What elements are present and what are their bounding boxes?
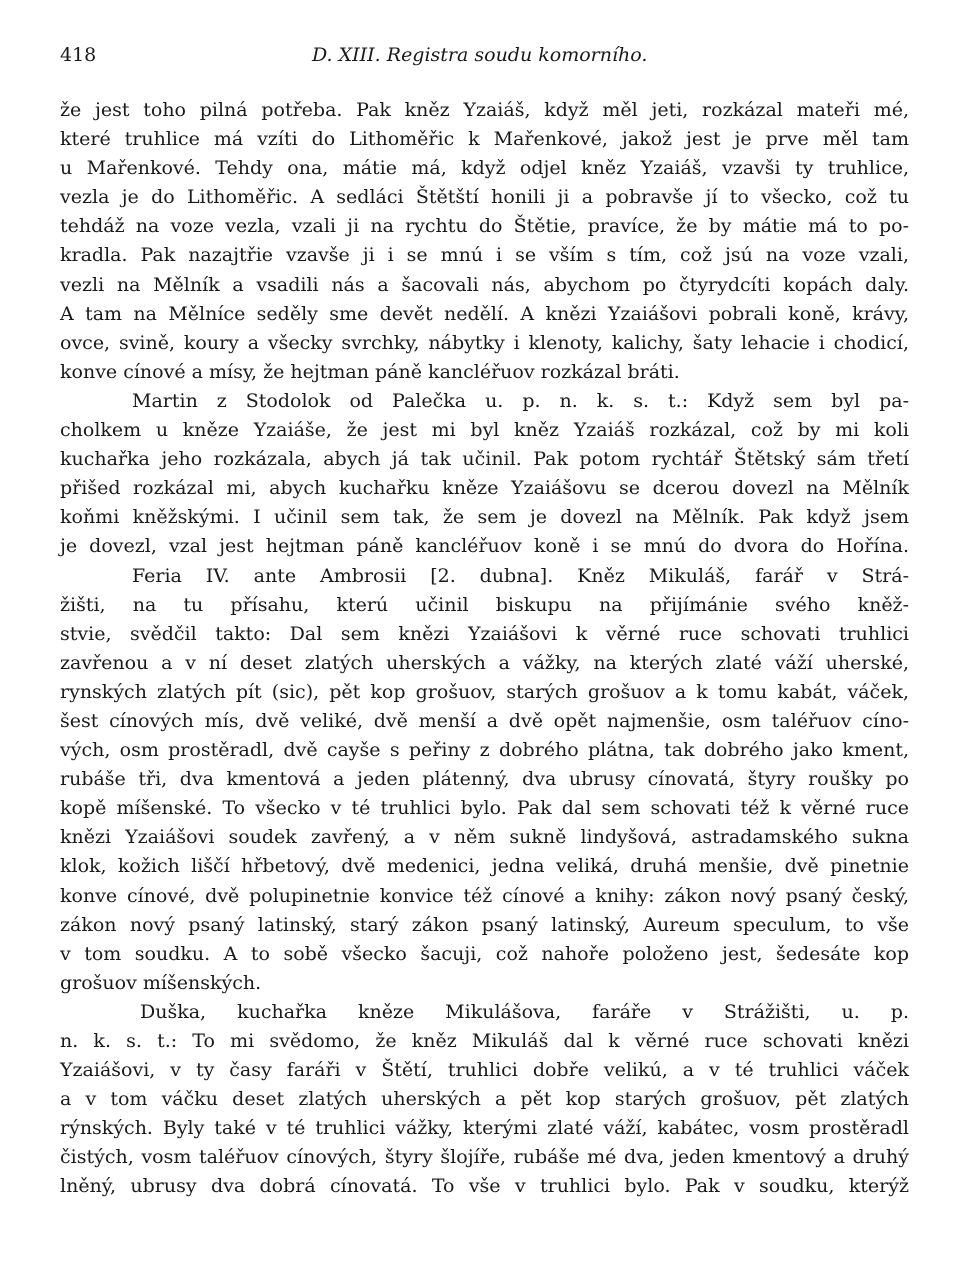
text-line: n. k. s. t.: To mi svědomo, že kněz Mikuláš dal k věrné ruce schovati knězi	[60, 1030, 909, 1052]
text-line: A tam na Mělníce seděly sme devět nedělí. A knězi Yzaiášovi pobrali koně, krávy,	[60, 302, 909, 325]
text-line: klok, kožich liščí hřbetový, dvě medenici, jedna veliká, druhá menšie, dvě pinetnie	[60, 855, 909, 878]
page-number: 418	[60, 44, 97, 66]
text-line: konve cínové a mísy, že hejtman páně kancléřuov rozkázal bráti.	[60, 360, 680, 383]
text-line: kuchařka jeho rozkázala, abych já tak učinil. Pak potom rychtář Štětský sám třetí	[60, 448, 909, 471]
text-line: je dovezl, vzal jest hejtman páně kancléřuov koně i se mnú do dvora do Hořína.	[60, 535, 909, 558]
body-text	[60, 96, 909, 1202]
text-line: tehdáž na voze vezla, vzali ji na rychtu do Štětie, pravíce, že by mátie má to po-	[60, 215, 909, 238]
text-line: zákon nový psaný latinský, starý zákon psaný latinský, Aureum speculum, to vše	[60, 913, 909, 936]
text-line: u Mařenkové. Tehdy ona, mátie má, když odjel kněz Yzaiáš, vzavši ty truhlice,	[60, 157, 909, 180]
text-line: přišed rozkázal mi, abych kuchařku kněze Yzaiášovu se dcerou dovezl na Mělník	[60, 477, 909, 500]
text-line: čistých, vosm taléřuov cínových, štyry šlojíře, rubáše mé dva, jeden kmentový a druhý	[60, 1146, 909, 1169]
text-line: vých, osm prostěradl, dvě cayše s peřiny z dobrého plátna, tak dobrého jako kment,	[60, 739, 909, 762]
text-line: ovce, svině, koury a všecky svrchky, nábytky i klenoty, kalichy, šaty lehacie i chodicí,	[60, 331, 909, 354]
text-line: kradla. Pak nazajtřie vzavše ji i se mnú i se vším s tím, což jsú na voze vzali,	[60, 244, 909, 267]
text-line: knězi Yzaiášovi soudek zavřený, a v něm sukně lindyšová, astradamského sukna	[60, 826, 909, 849]
page-header	[60, 44, 908, 76]
text-line: Martin z Stodolok od Palečka u. p. n. k. s. t.: Když sem byl pa-	[132, 389, 909, 412]
text-line: koňmi kněžskými. I učinil sem tak, že sem je dovezl na Mělník. Pak když jsem	[60, 506, 909, 529]
text-line: grošuov míšenských.	[60, 971, 262, 994]
text-line: rubáše tři, dva kmentová a jeden plátenný, dva ubrusy cínovatá, štyry roušky po	[60, 768, 909, 791]
text-line: vezla je do Lithoměřic. A sedláci Štětští honili ji a pobravše jí to všecko, což tu	[60, 186, 909, 209]
text-line: žišti, na tu přísahu, kterú učinil biskupu na přijímánie svého kněž-	[60, 593, 909, 616]
text-line: stvie, svědčil takto: Dal sem knězi Yzaiášovi k věrné ruce schovati truhlici	[60, 622, 909, 645]
text-line: lněný, ubrusy dva dobrá cínovatá. To vše v truhlici bylo. Pak v soudku, kterýž	[60, 1175, 909, 1198]
text-line: Feria IV. ante Ambrosii [2. dubna]. Kněz Mikuláš, farář v Strá-	[132, 564, 909, 587]
text-line: kopě míšenské. To všecko v té truhlici bylo. Pak dal sem schovati též k věrné ruce	[60, 797, 909, 820]
text-line: konve cínové, dvě polupinetnie konvice též cínové a knihy: zákon nový psaný český,	[60, 884, 909, 907]
text-line: Duška, kuchařka kněze Mikulášova, faráře v Strážišti, u. p.	[140, 1000, 909, 1023]
text-line: a v tom váčku deset zlatých uherských a pět kop starých grošuov, pět zlatých	[60, 1088, 909, 1111]
text-line: zavřenou a v ní deset zlatých uherských a vážky, na kterých zlaté váží uherské,	[60, 651, 909, 674]
text-line: šest cínových mís, dvě veliké, dvě menší a dvě opět najmenšie, osm taléřuov cíno-	[60, 709, 909, 732]
running-head: D. XIII. Registra soudu komorního.	[312, 44, 648, 66]
text-line: vezli na Mělník a vsadili nás a šacovali nás, abychom po čtyrydcíti kopách daly.	[60, 273, 909, 296]
text-line: cholkem u kněze Yzaiáše, že jest mi byl kněz Yzaiáš rozkázal, což by mi koli	[60, 419, 909, 442]
text-line: rýnských. Byly také v té truhlici vážky, kterými zlaté váží, kabátec, vosm prostěradl	[60, 1117, 909, 1140]
text-line: Yzaiášovi, v ty časy faráři v Štětí, truhlici dobře velikú, a v té truhlici váček	[60, 1059, 909, 1082]
text-line: v tom soudku. A to sobě všecko šacuji, což nahoře položeno jest, šedesáte kop	[60, 942, 909, 965]
text-line: že jest toho pilná potřeba. Pak kněz Yzaiáš, když měl jeti, rozkázal mateři mé,	[60, 99, 909, 121]
text-line: rynských zlatých pít (sic), pět kop grošuov, starých grošuov a k tomu kabát, váček,	[60, 680, 909, 703]
text-line: které truhlice má vzíti do Lithoměřic k Mařenkové, jakož jest je prve měl tam	[60, 128, 909, 151]
